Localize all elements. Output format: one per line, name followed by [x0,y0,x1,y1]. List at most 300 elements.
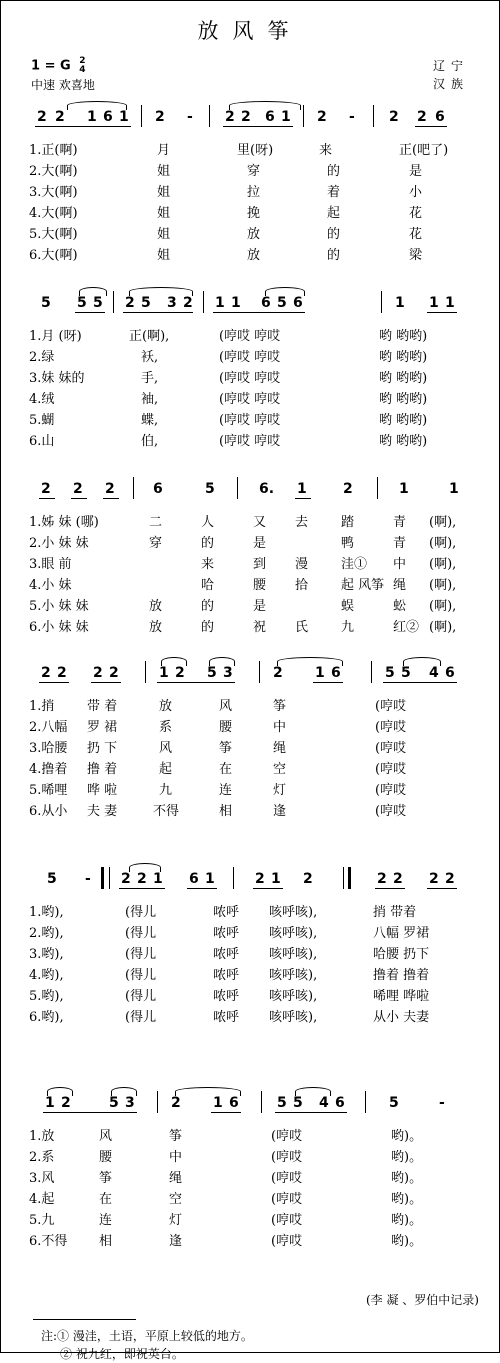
lyric-syllable: (哼哎 [271,1213,303,1228]
lyric-syllable: 筝 [99,1171,113,1186]
verse-line [29,593,479,614]
note: 6 [229,1095,239,1111]
lyric-syllable: 捎 带着 [373,905,417,920]
verse-line [29,530,479,551]
lyric-syllable: 绳 [169,1171,183,1186]
lyric-syllable: 空 [169,1192,183,1207]
lyric-syllable: (啊), [429,620,457,635]
lyric-syllable: 不得 [153,804,180,819]
barline [133,477,134,499]
note: 1 [297,481,307,497]
lyric-syllable: 姐 [157,248,171,263]
lyric-syllable: 放 [149,599,163,614]
lyric-syllable: 花 [409,227,423,242]
verse-line [29,509,479,530]
lyric-syllable: 在 [219,762,233,777]
lyric-syllable: 又 [253,515,267,530]
rest-dash: - [349,109,355,125]
verse-line [29,572,479,593]
beam [71,498,87,499]
note: 1 [315,665,325,681]
music-line-6 [29,1087,479,1113]
slur [229,101,301,110]
lyric-syllable: 拾 [295,578,309,593]
lyric-syllable: 哈 [201,578,215,593]
note: 2 [37,109,47,125]
lyric-syllable: 哟 哟哟) [379,392,428,407]
beam [213,312,305,313]
beam [253,888,283,889]
lyric-syllable: 伯, [141,434,159,449]
lyric-syllable: 哝呼 [213,947,240,962]
lyric-syllable: (哼哎 [375,804,407,819]
beam [39,498,55,499]
note: 5 [77,295,87,311]
slur [111,1087,137,1096]
lyric-syllable: 夫 妻 [87,804,118,819]
note: 2 [171,1095,181,1111]
note: 2 [41,665,51,681]
lyric-syllable: 人 [201,515,215,530]
verse-line [29,1144,479,1165]
lyric-syllable: 罗 裙 [87,720,118,735]
beam [427,312,457,313]
verse-line [29,365,479,386]
repeat-start [101,867,110,889]
note: 5 [385,665,395,681]
lyric-syllable: 风 [159,741,173,756]
music-line-5 [29,863,479,889]
lyric-syllable: (哼哎 [375,720,407,735]
lyric-syllable: 二 [149,515,163,530]
barline [157,1091,158,1113]
verse-line [29,1123,479,1144]
note: 2 [61,1095,71,1111]
key-and-tempo [31,57,95,94]
lyric-syllable: 哝呼 [213,989,240,1004]
lyric-syllable: 鸭 [341,536,355,551]
lyric-syllable: 灯 [273,783,287,798]
beam [223,126,293,127]
lyric-syllable: 咳呼咳), [269,1010,318,1025]
note: 6 [265,109,275,125]
verse-line [29,386,479,407]
lyric-syllable: 姐 [157,227,171,242]
key-label: 1 = G [31,58,71,74]
barline [113,291,114,313]
lyric-syllable: 6.哟), [29,1010,64,1025]
lyric-syllable: (哼哎 哼哎 [219,434,281,449]
time-bottom: 4 [79,65,86,75]
lyric-syllable: (哼哎 [375,783,407,798]
lyric-syllable: 的 [201,599,215,614]
lyric-syllable: 哟)。 [391,1129,423,1144]
rest-dash: - [439,1095,445,1111]
lyric-syllable: 4.绒 [29,392,55,407]
lyric-syllable: 哝呼 [213,1010,240,1025]
lyric-syllable: 九 [341,620,355,635]
lyric-syllable: 5.哟), [29,989,64,1004]
beam [275,1112,347,1113]
note: 2 [303,871,313,887]
lyric-syllable: 到 [253,557,267,572]
beam [295,498,311,499]
beam [103,498,119,499]
lyric-syllable: 相 [219,804,233,819]
verse-line [29,614,479,635]
lyric-syllable: (哼哎 [271,1150,303,1165]
note: 1 [445,295,455,311]
note: 5 [141,295,151,311]
lyric-syllable: 哟)。 [391,1150,423,1165]
note: 2 [393,871,403,887]
note: 5 [207,665,217,681]
lyric-syllable: 放 [247,248,261,263]
lyric-syllable: 正(吧了) [399,143,449,158]
lyric-syllable: 腰 [253,578,267,593]
note: 1 [213,1095,223,1111]
note: 2 [121,871,131,887]
note: 6. [259,481,275,497]
lyric-syllable: 祝 [253,620,267,635]
note: 6 [153,481,163,497]
lyric-syllable: 氏 [295,620,309,635]
verse-line [29,137,479,158]
lyric-syllable: 中 [169,1150,183,1165]
lyric-syllable: 5.大(啊) [29,227,78,242]
footnote-2: ② 祝九红，即祝英台。 [60,1347,184,1361]
time-top: 2 [79,56,86,66]
barline [373,105,374,127]
lyric-syllable: 1.哟), [29,905,64,920]
lyric-syllable: 相 [99,1234,113,1249]
note: 2 [343,481,353,497]
lyric-syllable: 九 [159,783,173,798]
lyric-syllable: 4.哟), [29,968,64,983]
lyric-syllable: 袄, [141,350,159,365]
lyric-syllable: 从小 夫妻 [373,1010,430,1025]
beam [375,888,405,889]
beam [415,126,447,127]
note: 6 [331,665,341,681]
lyric-syllable: 姐 [157,164,171,179]
note: 2 [273,665,283,681]
note: 5 [389,1095,399,1111]
key-signature [31,57,95,76]
verse-line [29,179,479,200]
lyric-syllable: 连 [99,1213,113,1228]
note: 2 [125,295,135,311]
note: 2 [175,665,185,681]
note: 2 [255,871,265,887]
lyric-syllable: (得儿 [125,926,157,941]
lyric-syllable: 撸 着 [87,762,118,777]
note: 1 [429,295,439,311]
lyric-syllable: 撸着 撸着 [373,968,430,983]
verse-line [29,899,479,920]
note: 2 [317,109,327,125]
lyric-syllable: 哝呼 [213,905,240,920]
slur [79,287,107,296]
verse-line [29,323,479,344]
verse-line [29,242,479,263]
lyric-syllable: 咳呼咳), [269,968,318,983]
note: 4 [429,665,439,681]
verse-line [29,1004,479,1025]
lyric-syllable: 风 [219,699,233,714]
lyric-syllable: 拉 [247,185,261,200]
lyric-syllable: 2.八幅 [29,720,68,735]
verse-line [29,983,479,1004]
note: 6 [261,295,271,311]
lyric-syllable: 6.小 妹 妹 [29,620,89,635]
lyric-syllable: 4.起 [29,1192,55,1207]
note: 1 [119,109,129,125]
barline [371,661,372,683]
lyric-syllable: 3.哈腰 [29,741,68,756]
beam [427,888,457,889]
note: 2 [55,109,65,125]
lyric-syllable: 去 [295,515,309,530]
note: 2 [137,871,147,887]
music-line-3 [29,473,479,499]
lyric-syllable: (得儿 [125,1010,157,1025]
note: 1 [159,665,169,681]
lyric-syllable: (哼哎 [271,1129,303,1144]
lyric-syllable: (哼哎 [375,762,407,777]
lyric-syllable: 咳呼咳), [269,926,318,941]
lyric-syllable: (啊), [429,578,457,593]
lyric-syllable: 哟)。 [391,1192,423,1207]
lyric-syllable: 3.眼 前 [29,557,72,572]
verses-3 [29,509,479,635]
note: 4 [319,1095,329,1111]
note: 2 [73,481,83,497]
lyric-syllable: 筝 [169,1129,183,1144]
lyric-syllable: 1.月 (呀) [29,329,82,344]
lyric-syllable: (哼哎 [271,1192,303,1207]
lyric-syllable: 月 [157,143,171,158]
lyric-syllable: 1.捎 [29,699,55,714]
lyric-syllable: 6.从小 [29,804,68,819]
lyric-syllable: 哗 啦 [87,783,118,798]
lyric-syllable: 穿 [149,536,163,551]
lyric-syllable: 1.正(啊) [29,143,78,158]
time-signature [79,57,85,75]
lyric-syllable: (哼哎 哼哎 [219,392,281,407]
footnotes [41,1327,253,1363]
note: 6 [189,871,199,887]
note: 6 [445,665,455,681]
verse-line [29,1165,479,1186]
lyric-syllable: 哟)。 [391,1213,423,1228]
lyric-syllable: 4.小 妹 [29,578,72,593]
lyric-syllable: 咳呼咳), [269,989,318,1004]
lyric-syllable: 筝 [219,741,233,756]
note: 2 [41,481,51,497]
lyric-syllable: 哈腰 扔下 [373,947,430,962]
music-line-1 [29,101,479,127]
verses-4 [29,693,479,819]
note: 3 [223,665,233,681]
lyric-syllable: (哼哎 [271,1171,303,1186]
lyric-syllable: 放 [149,620,163,635]
beam [119,888,165,889]
lyric-syllable: 洼① [341,557,368,572]
footnote-divider [33,1319,136,1320]
lyric-syllable: 6.大(啊) [29,248,78,263]
verse-line [29,200,479,221]
lyric-syllable: 哟 哟哟) [379,329,428,344]
note: 1 [45,1095,55,1111]
slur [295,1087,331,1096]
verse-line [29,551,479,572]
lyric-syllable: 哟)。 [391,1171,423,1186]
note: 5 [47,871,57,887]
barline [261,1091,262,1113]
lyric-syllable: (哼哎 [271,1234,303,1249]
lyric-syllable: 哝呼 [213,926,240,941]
lyric-syllable: 哟 哟哟) [379,350,428,365]
lyric-syllable: 来 [319,143,333,158]
verse-line [29,1228,479,1249]
lyric-syllable: 哟)。 [391,1234,423,1249]
lyric-syllable: 腰 [219,720,233,735]
beam [91,682,121,683]
lyric-syllable: 逢 [169,1234,183,1249]
beam [39,682,69,683]
note: 2 [155,109,165,125]
lyric-syllable: (哼哎 哼哎 [219,329,281,344]
note: 5 [401,665,411,681]
lyric-syllable: 绳 [273,741,287,756]
verse-line [29,735,479,756]
verse-line [29,941,479,962]
verse-line [29,777,479,798]
lyric-syllable: 风 [99,1129,113,1144]
origin [433,57,469,93]
lyric-syllable: 姐 [157,185,171,200]
lyric-syllable: 姐 [157,206,171,221]
lyric-syllable: 5.小 妹 妹 [29,599,89,614]
transcriber-credit: (李 凝 、罗伯中记录) [366,1293,479,1307]
lyric-syllable: 绳 [393,578,407,593]
lyric-syllable: 5.蝴 [29,413,55,428]
lyric-syllable: 咳呼咳), [269,905,318,920]
lyric-syllable: (得儿 [125,989,157,1004]
lyric-syllable: 4.大(啊) [29,206,78,221]
lyric-syllable: 来 [201,557,215,572]
lyric-syllable: 的 [327,248,341,263]
lyric-syllable: 腰 [99,1150,113,1165]
barline [145,661,146,683]
lyric-syllable: 蜈 [341,599,355,614]
lyric-syllable: 的 [201,620,215,635]
slur [209,657,235,666]
lyric-syllable: 连 [219,783,233,798]
note: 2 [93,665,103,681]
verse-line [29,714,479,735]
lyric-syllable: 哟 哟哟) [379,413,428,428]
music-line-4 [29,657,479,683]
lyric-syllable: 小 [409,185,423,200]
note: 2 [183,295,193,311]
note: 5 [109,1095,119,1111]
verse-line [29,1207,479,1228]
verses-6 [29,1123,479,1249]
verse-line [29,1186,479,1207]
verse-line [29,756,479,777]
barline [233,867,234,889]
lyric-syllable: 蚣 [393,599,407,614]
note: 1 [87,109,97,125]
lyric-syllable: 带 着 [87,699,118,714]
note: 2 [377,871,387,887]
lyric-syllable: 逢 [273,804,287,819]
lyric-syllable: (啊), [429,515,457,530]
slur [277,657,343,666]
note: 3 [125,1095,135,1111]
lyric-syllable: 哟 哟哟) [379,371,428,386]
lyric-syllable: 哟 哟哟) [379,434,428,449]
lyric-syllable: 漫 [295,557,309,572]
note: 6 [435,109,445,125]
repeat-end [343,867,351,889]
slur [265,287,305,296]
lyric-syllable: 青 [393,536,407,551]
lyric-syllable: 放 [247,227,261,242]
note: 2 [429,871,439,887]
verse-line [29,962,479,983]
lyric-syllable: 2.绿 [29,350,55,365]
verse-line [29,693,479,714]
verse-line [29,221,479,242]
lyric-syllable: 5.唏哩 [29,783,68,798]
note: 5 [277,295,287,311]
lyric-syllable: 八幅 罗裙 [373,926,430,941]
lyric-syllable: 灯 [169,1213,183,1228]
barline [203,291,204,313]
verse-line [29,798,479,819]
barline [237,477,238,499]
lyric-syllable: 梁 [409,248,423,263]
lyric-syllable: 正(啊), [129,329,170,344]
beam [211,1112,241,1113]
song-title: 放风筝 [197,19,303,43]
lyric-syllable: 的 [327,227,341,242]
lyric-syllable: (哼哎 [375,741,407,756]
lyric-syllable: (得儿 [125,968,157,983]
rest-dash: - [187,109,193,125]
barline [141,105,142,127]
lyric-syllable: (哼哎 哼哎 [219,413,281,428]
lyric-syllable: 扔 下 [87,741,118,756]
note: 1 [449,481,459,497]
note: 5 [293,1095,303,1111]
lyric-syllable: 着 [327,185,341,200]
lyric-syllable: 3.风 [29,1171,55,1186]
note: 5 [205,481,215,497]
barline [303,105,304,127]
note: 2 [241,109,251,125]
lyric-syllable: 起 [327,206,341,221]
verse-line [29,428,479,449]
lyric-syllable: 的 [201,536,215,551]
note: 6 [103,109,113,125]
lyric-syllable: 放 [159,699,173,714]
beam [313,682,343,683]
slur [47,1087,73,1096]
